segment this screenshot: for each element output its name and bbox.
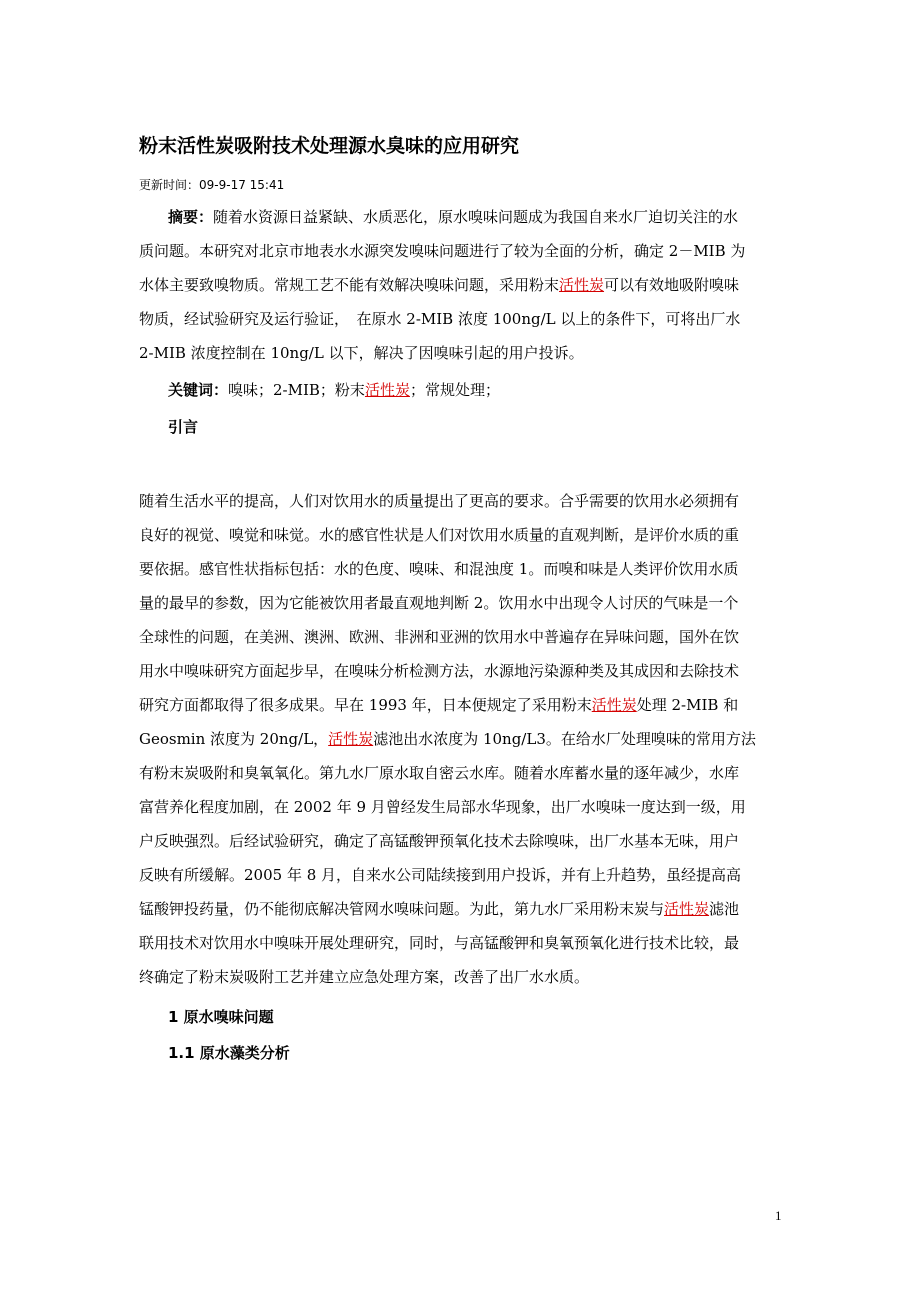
- abstract-line-3: [139, 274, 739, 295]
- abstract-text: 可以有效地吸附嗅味: [604, 276, 740, 294]
- keywords-line: [168, 379, 500, 400]
- intro-line-9: 有粉末炭吸附和臭氧氧化。第九水厂原水取自密云水库。随着水库蓄水量的逐年减少，水库: [139, 764, 740, 782]
- section-1-heading: 1 原水嗅味问题: [168, 1008, 274, 1026]
- update-time: 更新时间：09-9-17 15:41: [139, 178, 285, 192]
- abstract-line-4: 物质，经试验研究及运行验证， 在原水 2-MIB 浓度 100ng/L 以上的条件下，可将出厂水: [139, 310, 741, 328]
- intro-text: 处理 2-MIB 和: [636, 696, 739, 714]
- intro-line-13: [139, 898, 739, 919]
- intro-line-8: [139, 728, 756, 749]
- activated-carbon-link[interactable]: 活性炭: [591, 696, 637, 714]
- intro-line-3: 要依据。感官性状指标包括：水的色度、嗅味、和混浊度 1。而嗅和味是人类评价饮用水质: [139, 560, 739, 578]
- intro-line-2: 良好的视觉、嗅觉和味觉。水的感官性状是人们对饮用水质量的直观判断，是评价水质的重: [139, 526, 740, 544]
- intro-text: 滤池出水浓度为 10ng/L3。在给水厂处理嗅味的常用方法: [373, 730, 756, 748]
- activated-carbon-link[interactable]: 活性炭: [664, 900, 710, 918]
- intro-line-4: 量的最早的参数，因为它能被饮用者最直观地判断 2。饮用水中出现令人讨厌的气味是一个: [139, 594, 739, 612]
- abstract-text: 随着水资源日益紧缺、水质恶化，原水嗅味问题成为我国自来水厂迫切关注的水: [213, 208, 739, 226]
- keywords-text: 嗅味；2-MIB；粉末: [228, 381, 365, 399]
- intro-text: 滤池: [709, 900, 740, 918]
- intro-line-6: 用水中嗅味研究方面起步早，在嗅味分析检测方法，水源地污染源种类及其成因和去除技术: [139, 662, 740, 680]
- intro-line-15: 终确定了粉末炭吸附工艺并建立应急处理方案，改善了出厂水水质。: [139, 968, 590, 986]
- keywords-label: 关键词：: [168, 381, 229, 399]
- intro-text: Geosmin 浓度为 20ng/L，: [139, 730, 329, 748]
- intro-heading: 引言: [168, 418, 199, 436]
- intro-line-1: 随着生活水平的提高，人们对饮用水的质量提出了更高的要求。合乎需要的饮用水必须拥有: [139, 492, 740, 510]
- abstract-line-1: [168, 206, 738, 227]
- intro-line-10: 富营养化程度加剧，在 2002 年 9 月曾经发生局部水华现象，出厂水嗅味一度达到一级，用: [139, 798, 746, 816]
- intro-line-7: [139, 694, 738, 715]
- abstract-line-2: 质问题。本研究对北京市地表水水源突发嗅味问题进行了较为全面的分析，确定 2－MIB 为: [139, 242, 746, 260]
- intro-line-14: 联用技术对饮用水中嗅味开展处理研究，同时，与高锰酸钾和臭氧预氧化进行技术比较，最: [139, 934, 740, 952]
- activated-carbon-link[interactable]: 活性炭: [559, 276, 605, 294]
- document-title: 粉末活性炭吸附技术处理源水臭味的应用研究: [139, 135, 520, 157]
- page-number: 1: [775, 1208, 782, 1223]
- activated-carbon-link[interactable]: 活性炭: [328, 730, 374, 748]
- intro-line-5: 全球性的问题，在美洲、澳洲、欧洲、非洲和亚洲的饮用水中普遍存在异味问题，国外在饮: [139, 628, 740, 646]
- activated-carbon-link[interactable]: 活性炭: [364, 381, 410, 399]
- section-1-1-heading: 1.1 原水藻类分析: [168, 1044, 290, 1062]
- intro-text: 锰酸钾投药量，仍不能彻底解决管网水嗅味问题。为此，第九水厂采用粉末炭与: [139, 900, 665, 918]
- intro-text: 研究方面都取得了很多成果。早在 1993 年，日本便规定了采用粉末: [139, 696, 592, 714]
- abstract-label: 摘要：: [168, 208, 214, 226]
- keywords-text: ；常规处理；: [409, 381, 500, 399]
- intro-line-12: 反映有所缓解。2005 年 8 月，自来水公司陆续接到用户投诉，并有上升趋势，虽经提高高: [139, 866, 742, 884]
- intro-line-11: 户反映强烈。后经试验研究，确定了高锰酸钾预氧化技术去除嗅味，出厂水基本无味，用户: [139, 832, 740, 850]
- abstract-line-5: 2-MIB 浓度控制在 10ng/L 以下，解决了因嗅味引起的用户投诉。: [139, 344, 584, 362]
- abstract-text: 水体主要致嗅物质。常规工艺不能有效解决嗅味问题，采用粉末: [139, 276, 560, 294]
